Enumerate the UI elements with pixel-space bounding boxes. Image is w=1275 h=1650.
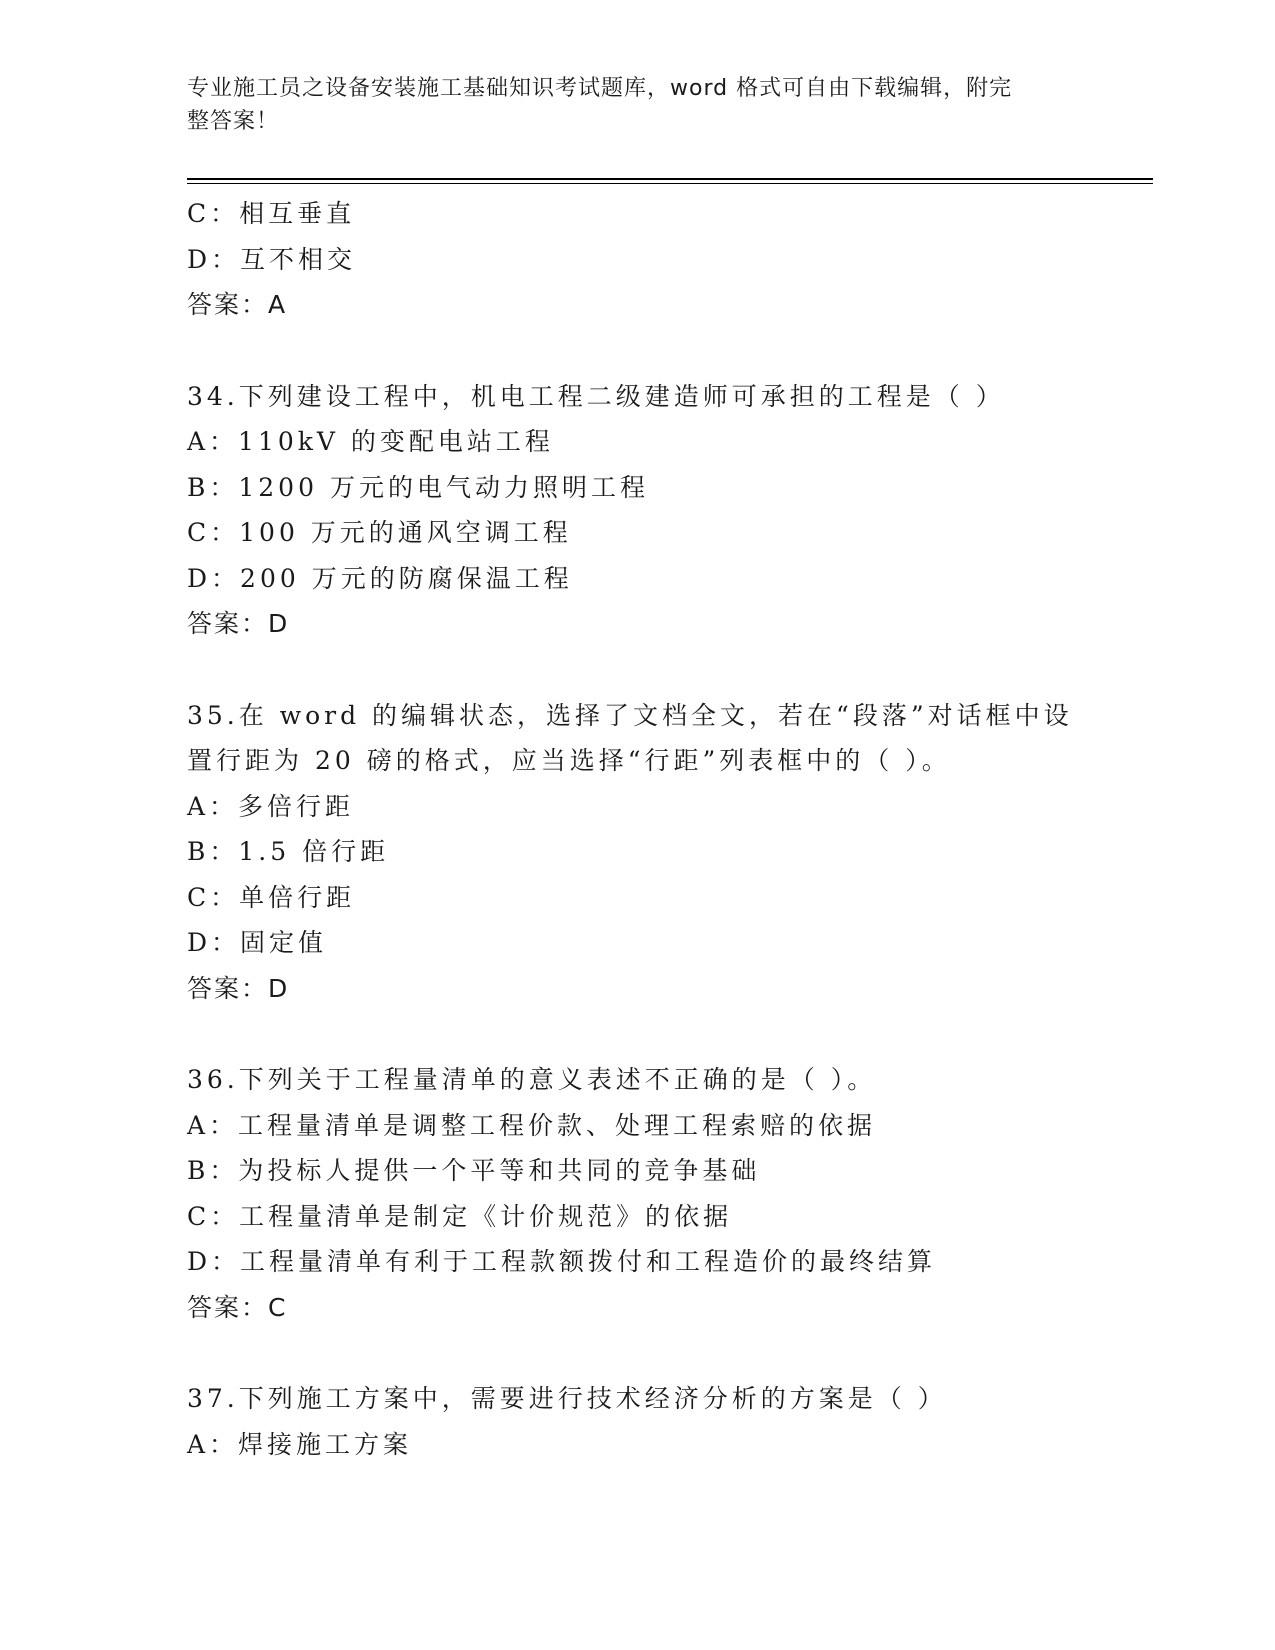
question-content: [187, 191, 1087, 1467]
option-d: D：互不相交: [187, 244, 357, 274]
option-c: C：100 万元的通风空调工程: [187, 518, 572, 547]
option-d: D：固定值: [187, 928, 328, 957]
question-36-block: [187, 1057, 1087, 1330]
option-d: D：工程量清单有利于工程款额拨付和工程造价的最终结算: [187, 1247, 937, 1276]
spacer: [187, 647, 1087, 693]
option-a: A：焊接施工方案: [187, 1429, 413, 1459]
question-34-block: [187, 374, 1087, 647]
option-b: B：1.5 倍行距: [187, 837, 390, 866]
header-title-line-1: 专业施工员之设备安装施工基础知识考试题库，word 格式可自由下载编辑，附完: [187, 76, 1013, 101]
question-35-block: [187, 693, 1087, 1012]
option-a: A：110kV 的变配电站工程: [187, 427, 554, 456]
option-c: C：相互垂直: [187, 199, 356, 228]
spacer: [187, 1011, 1087, 1057]
question-37-block: [187, 1376, 1087, 1467]
spacer: [187, 1330, 1087, 1376]
spacer: [187, 328, 1087, 374]
answer-line: 答案：A: [187, 290, 288, 319]
answer-line: 答案：D: [187, 973, 290, 1003]
option-a: A：多倍行距: [187, 791, 355, 821]
answer-line: 答案：C: [187, 1292, 288, 1322]
partial-question-block: [187, 191, 1087, 328]
option-b: B：1200 万元的电气动力照明工程: [187, 472, 649, 502]
option-c: C：单倍行距: [187, 882, 356, 912]
option-d: D：200 万元的防腐保温工程: [187, 563, 573, 593]
document-header: [187, 72, 1067, 138]
question-35-text-line-2: 置行距为 20 磅的格式，应当选择“行距”列表框中的（ ）。: [187, 746, 951, 775]
header-title-line-2: 整答案！: [187, 109, 280, 134]
question-37-text: 37.下列施工方案中，需要进行技术经济分析的方案是（ ）: [187, 1384, 947, 1413]
option-a: A：工程量清单是调整工程价款、处理工程索赔的依据: [187, 1110, 877, 1140]
question-34-text: 34.下列建设工程中，机电工程二级建造师可承担的工程是（ ）: [187, 381, 1005, 411]
header-divider-thin: [187, 183, 1153, 184]
question-35-text-line-1: 35.在 word 的编辑状态，选择了文档全文，若在“段落”对话框中设: [187, 700, 1073, 730]
header-divider-thick: [187, 178, 1153, 180]
question-36-text: 36.下列关于工程量清单的意义表述不正确的是（ ）。: [187, 1065, 877, 1094]
option-b: B：为投标人提供一个平等和共同的竞争基础: [187, 1156, 761, 1185]
answer-line: 答案：D: [187, 609, 290, 638]
option-c: C：工程量清单是制定《计价规范》的依据: [187, 1201, 733, 1231]
